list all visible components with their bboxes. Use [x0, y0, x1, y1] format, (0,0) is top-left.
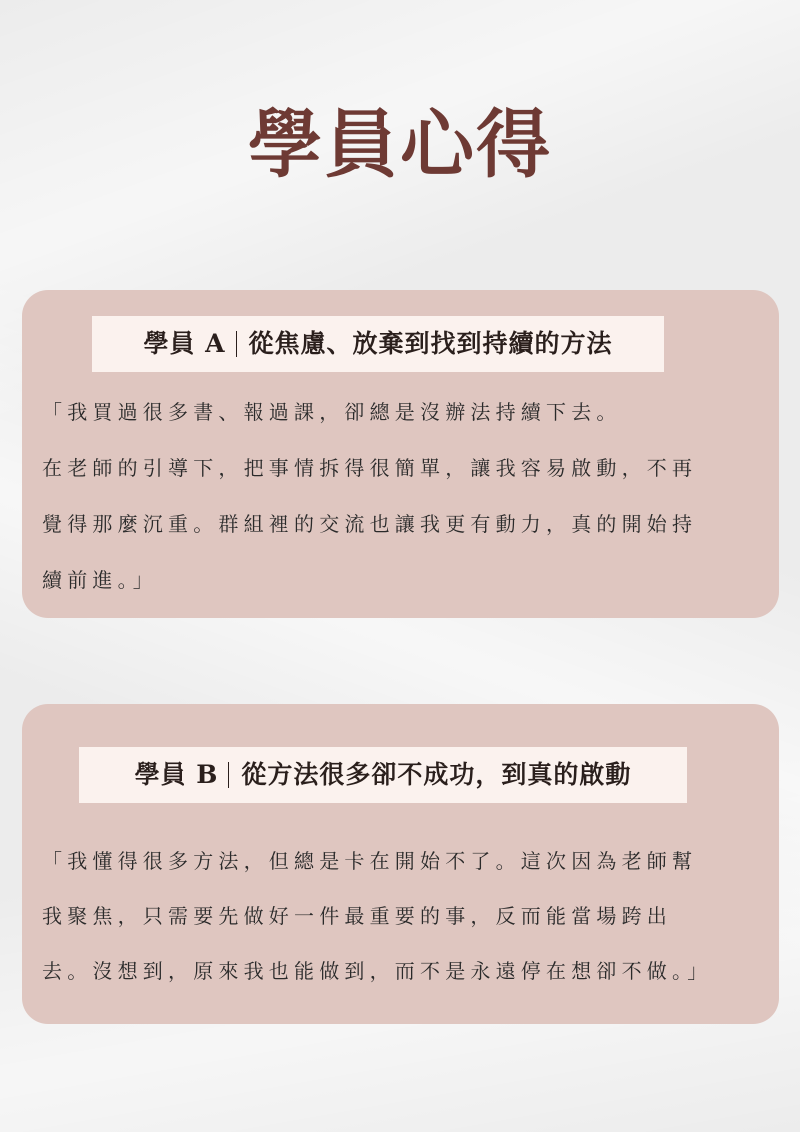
separator-bar — [228, 762, 229, 788]
testimonial-text-line: 覺得那麼沉重。群組裡的交流也讓我更有動力，真的開始持 — [42, 512, 698, 536]
testimonial-header-b — [79, 747, 687, 803]
testimonial-text-line: 我聚焦，只需要先做好一件最重要的事，反而能當場跨出 — [42, 904, 672, 928]
testimonial-heading: 從方法很多卻不成功，到真的啟動 — [241, 760, 632, 789]
student-label: 學員 A — [143, 329, 226, 358]
testimonial-header-a — [92, 316, 664, 372]
testimonial-card-b — [22, 704, 779, 1024]
testimonial-text-line: 續前進。」 — [42, 568, 158, 592]
testimonial-text-line: 「我懂得很多方法，但總是卡在開始不了。這次因為老師幫 — [42, 849, 698, 873]
testimonial-heading: 從焦慮、放棄到找到持續的方法 — [248, 329, 613, 358]
testimonial-card-a — [22, 290, 779, 618]
page-title: 學員心得 — [248, 102, 552, 188]
testimonial-text-line: 在老師的引導下，把事情拆得很簡單，讓我容易啟動，不再 — [42, 456, 698, 480]
testimonial-text-line: 去。沒想到，原來我也能做到，而不是永遠停在想卻不做。」 — [42, 959, 713, 983]
separator-bar — [236, 331, 237, 357]
student-label: 學員 B — [134, 760, 219, 789]
testimonial-text-line: 「我買過很多書、報過課，卻總是沒辦法持續下去。 — [42, 400, 622, 424]
